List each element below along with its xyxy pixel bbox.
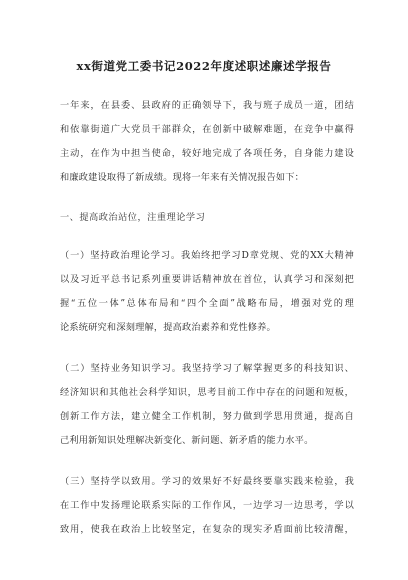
para1-line-1: （一）坚持政治理论学习。我始终把学习D章党规、党的XX大精神 xyxy=(60,250,354,261)
para3-line-2: 在工作中发扬理论联系实际的工作作风，一边学习一边思考，学以 xyxy=(60,500,354,511)
para2-line-1: （二）坚持业务知识学习。我坚持学习了解掌握更多的科技知识、 xyxy=(60,363,354,374)
section-heading: 一、提高政治站位，注重理论学习 xyxy=(60,212,206,223)
para2-line-2: 经济知识和其他社会科学知识，思考目前工作中存在的问题和短板， xyxy=(60,387,354,398)
para3-line-1: （三）坚持学以致用。学习的效果好不好最终要靠实践来检验，我 xyxy=(60,476,354,487)
intro-line-1: 一年来，在县委、县政府的正确领导下，我与班子成员一道，团结 xyxy=(60,100,354,111)
intro-line-3: 主动，在作为中担当使命，较好地完成了各项任务，自身能力建设 xyxy=(60,148,354,159)
para1-line-2: 以及习近平总书记系列重要讲话精神放在首位，认真学习和深刻把 xyxy=(60,274,354,285)
para1-line-4: 论系统研究和深刻理解，提高政治素养和党性修养。 xyxy=(60,322,276,333)
document-title: xx街道党工委书记2022年度述职述廉述学报告 xyxy=(76,59,332,73)
para1-line-3: 握“五位一体”总体布局和“四个全面”战略布局，增强对党的理 xyxy=(60,298,354,309)
para3-line-3: 致用，使我在政治上比较坚定，在复杂的现实矛盾面前比较清醒， xyxy=(60,524,354,535)
intro-line-4: 和廉政建设取得了新成绩。现将一年来有关情况报告如下： xyxy=(60,172,305,183)
para2-line-3: 创新工作方法，建立健全工作机制，努力做到学思用贯通，提高自 xyxy=(60,411,354,422)
intro-line-2: 和依靠街道广大党员干部群众，在创新中破解难题，在竞争中赢得 xyxy=(60,124,354,135)
para2-line-4: 己利用新知识处理解决新变化、新问题、新矛盾的能力水平。 xyxy=(60,435,314,446)
